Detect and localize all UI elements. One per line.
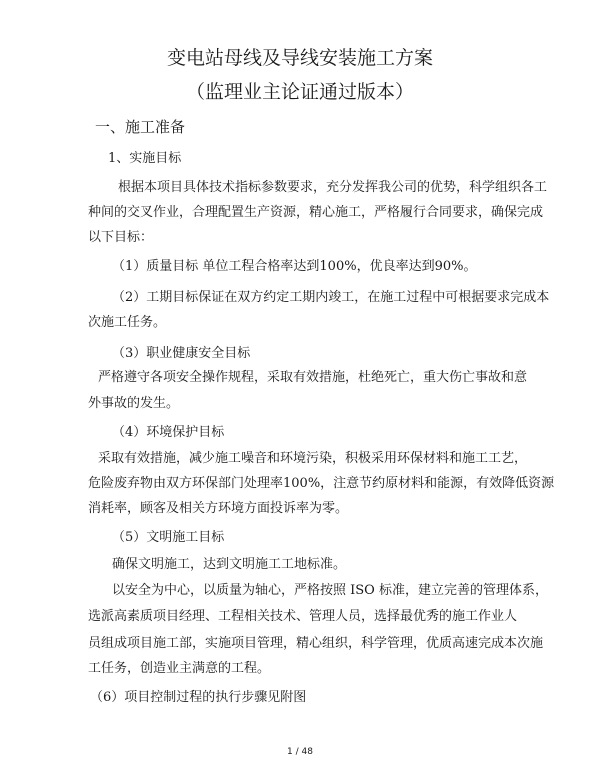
paragraph-line: 消耗率，顾客及相关方环境方面投诉率为零。 — [88, 501, 349, 516]
paragraph-line: 确保文明施工，达到文明施工工地标准。 — [112, 557, 347, 572]
goal-civilized-heading: （5）文明施工目标 — [112, 530, 225, 545]
paragraph-line: 以安全为中心，以质量为轴心，严格按照 ISO 标准，建立完善的管理体系， — [112, 583, 548, 598]
paragraph-line: 危险废弃物由双方环保部门处理率100%，注意节约原材料和能源，有效降低资源 — [88, 476, 555, 491]
goal-process-heading: （6）项目控制过程的执行步骤见附图 — [90, 690, 307, 705]
paragraph-line: 根据本项目具体技术指标参数要求，充分发挥我公司的优势，科学组织各工 — [118, 180, 548, 195]
paragraph-line: 采取有效措施，减少施工噪音和环境污染，积极采用环保材料和施工工艺， — [98, 451, 528, 466]
paragraph-line: 工任务，创造业主满意的工程。 — [88, 661, 271, 676]
paragraph-line: 以下目标： — [88, 230, 154, 245]
goal-safety-heading: （3）职业健康安全目标 — [112, 346, 251, 361]
paragraph-line: 员组成项目施工部，实施项目管理，精心组织，科学管理，优质高速完成本次施 — [88, 636, 544, 651]
subsection-heading: 1、实施目标 — [108, 151, 182, 166]
document-title: 变电站母线及导线安装施工方案 — [166, 47, 433, 69]
goal-schedule-line: （2）工期目标保证在双方约定工期内竣工，在施工过程中可根据要求完成本 — [112, 290, 550, 305]
goal-schedule-line: 次施工任务。 — [88, 315, 167, 330]
section-heading: 一、施工准备 — [95, 118, 186, 136]
paragraph-line: 种间的交叉作业，合理配置生产资源，精心施工，严格履行合同要求，确保完成 — [88, 205, 544, 220]
goal-quality: （1）质量目标 单位工程合格率达到100%，优良率达到90%。 — [112, 259, 477, 274]
page-number: 1 / 48 — [287, 747, 313, 757]
goal-environment-heading: （4）环境保护目标 — [112, 425, 225, 440]
paragraph-line: 外事故的发生。 — [88, 396, 180, 411]
paragraph-line: 选派高素质项目经理、工程相关技术、管理人员，选择最优秀的施工作业人 — [88, 609, 518, 624]
paragraph-line: 严格遵守各项安全操作规程，采取有效措施，杜绝死亡，重大伤亡事故和意 — [98, 370, 528, 385]
document-subtitle: （监理业主论证通过版本） — [185, 81, 414, 103]
